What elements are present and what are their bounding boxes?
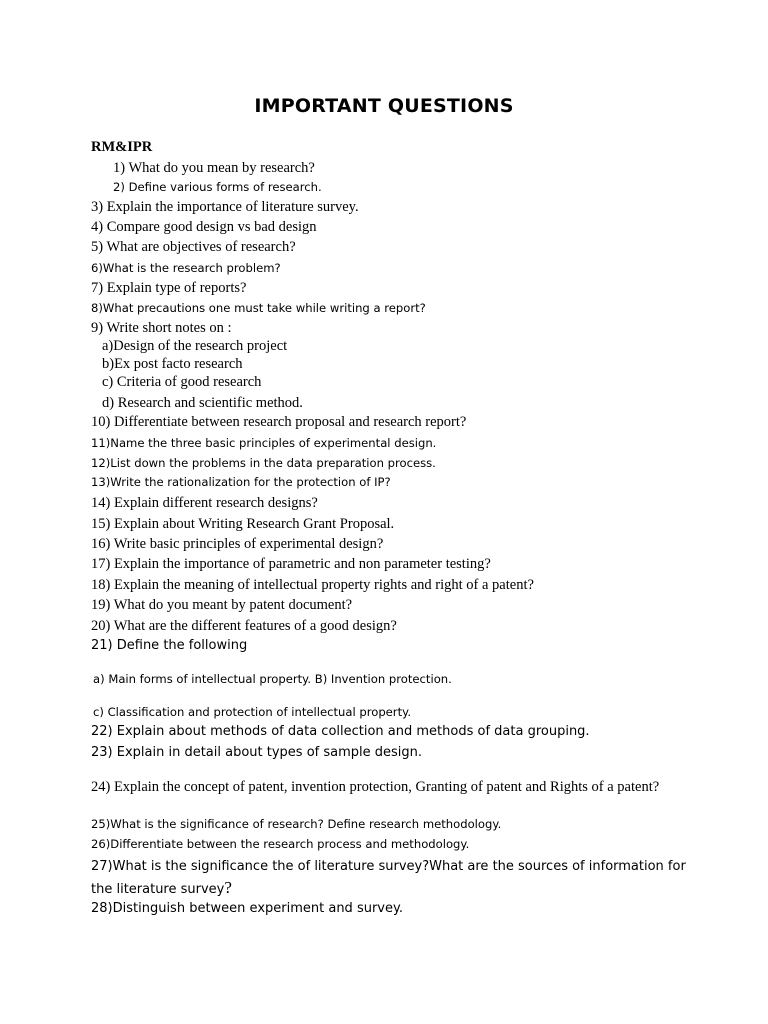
question-21c: c) Classification and protection of intellectual property.	[93, 705, 412, 719]
question-25: 25)What is the significance of research? Define research methodology.	[91, 817, 502, 831]
question-12: 12)List down the problems in the data preparation process.	[91, 456, 436, 470]
question-27-text: 27)What is the significance the of literature survey?What are the sources of information for the literature survey	[91, 859, 686, 897]
question-9c: c) Criteria of good research	[102, 374, 262, 390]
question-27	[91, 856, 691, 900]
question-27-mark: ?	[224, 878, 232, 897]
question-9: 9) Write short notes on :	[91, 320, 232, 336]
question-8: 8)What precautions one must take while writing a report?	[91, 301, 426, 315]
question-22: 22) Explain about methods of data collection and methods of data grouping.	[91, 724, 590, 739]
question-4: 4) Compare good design vs bad design	[91, 219, 317, 235]
question-9b: b)Ex post facto research	[102, 356, 243, 372]
question-5: 5) What are objectives of research?	[91, 239, 296, 255]
question-6: 6)What is the research problem?	[91, 261, 281, 275]
question-14: 14) Explain different research designs?	[91, 495, 318, 511]
question-7: 7) Explain type of reports?	[91, 280, 247, 296]
question-28: 28)Distinguish between experiment and survey.	[91, 901, 403, 916]
question-23: 23) Explain in detail about types of sample design.	[91, 745, 423, 760]
page-title: IMPORTANT QUESTIONS	[254, 95, 514, 117]
question-10: 10) Differentiate between research proposal and research report?	[91, 414, 467, 430]
question-24: 24) Explain the concept of patent, invention protection, Granting of patent and Rights of a patent?	[91, 779, 660, 795]
question-21: 21) Define the following	[91, 638, 248, 653]
question-13: 13)Write the rationalization for the protection of IP?	[91, 475, 391, 489]
question-21ab: a) Main forms of intellectual property. B) Invention protection.	[93, 672, 452, 686]
question-16: 16) Write basic principles of experimental design?	[91, 536, 384, 552]
question-18: 18) Explain the meaning of intellectual property rights and right of a patent?	[91, 577, 534, 593]
question-3: 3) Explain the importance of literature survey.	[91, 199, 359, 215]
subject-heading: RM&IPR	[91, 139, 153, 155]
question-19: 19) What do you meant by patent document?	[91, 597, 353, 613]
question-17: 17) Explain the importance of parametric and non parameter testing?	[91, 556, 491, 572]
question-11: 11)Name the three basic principles of experimental design.	[91, 436, 437, 450]
question-9d: d) Research and scientific method.	[102, 395, 303, 411]
question-1: 1) What do you mean by research?	[113, 160, 315, 176]
question-20: 20) What are the different features of a good design?	[91, 618, 397, 634]
question-26: 26)Differentiate between the research process and methodology.	[91, 837, 470, 851]
question-9a: a)Design of the research project	[102, 338, 288, 354]
question-15: 15) Explain about Writing Research Grant Proposal.	[91, 516, 395, 532]
question-2: 2) Define various forms of research.	[113, 180, 322, 194]
